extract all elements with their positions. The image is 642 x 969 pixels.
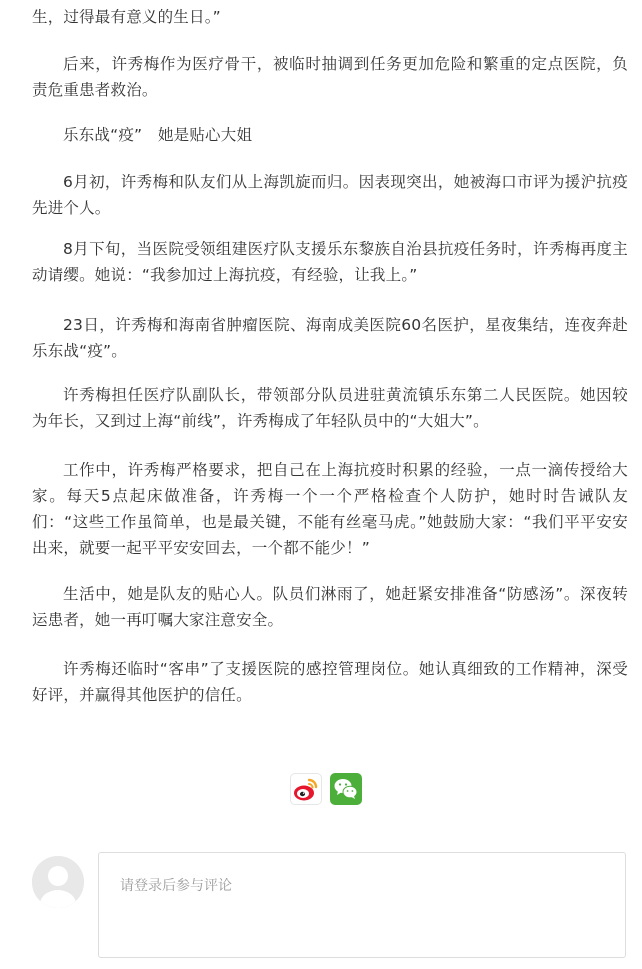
article-paragraph: 23日，许秀梅和海南省肿瘤医院、海南成美医院60名医护，星夜集结，连夜奔赴乐东战“疫”。 (32, 316, 628, 360)
article-paragraph: 生活中，她是队友的贴心人。队员们淋雨了，她赶紧安排准备“防感汤”。深夜转运患者，她一再叮嘱大家注意安全。 (32, 585, 628, 629)
share-bar (290, 773, 362, 805)
article-paragraph: 生，过得最有意义的生日。” (32, 8, 221, 26)
article-paragraph: 后来，许秀梅作为医疗骨干，被临时抽调到任务更加危险和繁重的定点医院，负责危重患者救治。 (32, 55, 628, 99)
article-paragraph: 许秀梅还临时“客串”了支援医院的感控管理岗位。她认真细致的工作精神，深受好评，并赢得其他医护的信任。 (32, 660, 628, 704)
comment-section (0, 851, 642, 969)
comment-input[interactable] (98, 852, 626, 958)
wechat-icon[interactable] (330, 773, 362, 805)
article-paragraph: 6月初，许秀梅和队友们从上海凯旋而归。因表现突出，她被海口市评为援沪抗疫先进个人。 (32, 173, 628, 217)
section-heading: 乐东战“疫” 她是贴心大姐 (63, 126, 253, 144)
comment-placeholder: 请登录后参与评论 (120, 878, 232, 894)
article-paragraph: 8月下旬，当医院受领组建医疗队支援乐东黎族自治县抗疫任务时，许秀梅再度主动请缨。她说：“我参加过上海抗疫，有经验，让我上。” (32, 240, 628, 284)
default-avatar-icon (32, 856, 84, 908)
article-paragraph: 许秀梅担任医疗队副队长，带领部分队员进驻黄流镇乐东第二人民医院。她因较为年长，又到过上海“前线”，许秀梅成了年轻队员中的“大姐大”。 (32, 386, 628, 430)
weibo-icon[interactable] (290, 773, 322, 805)
article-paragraph: 工作中，许秀梅严格要求，把自己在上海抗疫时积累的经验，一点一滴传授给大家。每天5点起床做准备，许秀梅一个一个严格检查个人防护，她时时告诫队友们：“这些工作虽简单，也是最关键，不能有丝毫马虎。”她鼓励大家：“我们平平安安出来，就要一起平平安安回去，一个都不能少！” (32, 461, 628, 557)
